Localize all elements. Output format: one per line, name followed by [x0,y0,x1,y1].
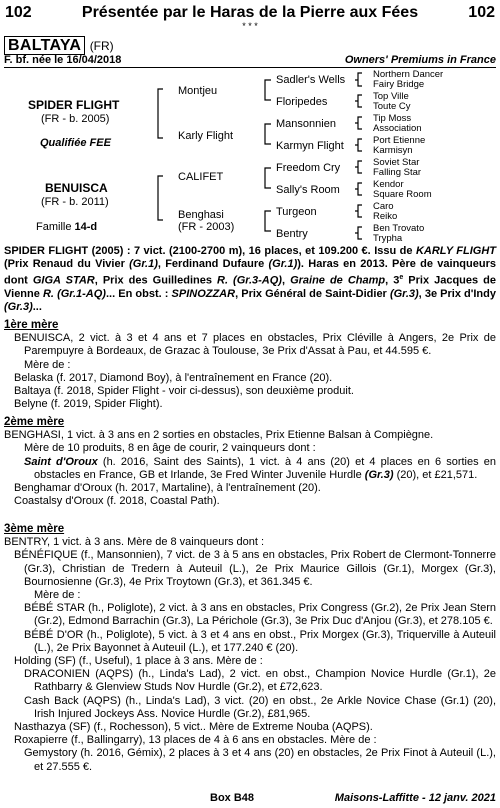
race-grade: (Gr.3) [364,468,394,481]
sire-text: , Ferdinand Dufaure [157,258,269,271]
lot-number-left: 102 [5,4,32,21]
box-number: Box B48 [210,792,255,804]
sire-text: , Prix des Guilledines [94,275,218,288]
horse-info-line [4,52,496,68]
second-dam-section [4,416,496,508]
race-grade: (Gr.3) [4,301,33,314]
gen3-item: Floripedes [276,96,328,108]
produce-entry: Holding (SF) (f., Useful), 1 place à 3 ans. Mère de : [14,655,263,668]
sire-text: SPIDER FLIGHT (2005) : 7 vict. (2100-2700 m), 16 places, et 109.200 €. Issu de [4,245,416,257]
progeny-name: SPINOZZAR [171,288,236,301]
section-heading: 3ème mère [4,523,65,535]
gen3-item: Sally's Room [276,184,340,196]
gen2-item: Karly Flight [178,130,234,142]
sire-text: , 3e Prix d'Indy [418,288,496,301]
family-code: 14-d [74,221,98,233]
sire-text: ... En obst. : [105,288,172,301]
section-heading: 1ère mère [4,319,59,331]
gen4-item: Port Etienne [373,135,426,146]
sire-qualification: Qualifiée FEE [40,137,111,149]
produce-entry [4,456,496,482]
gen4-item: Trypha [373,233,403,244]
owners-premiums: Owners' Premiums in France [344,54,496,66]
sire-text: Prix Jacques de Vienne [4,275,497,301]
produce-text: (20), et £21,571. [393,468,478,481]
gen4-item: Fairy Bridge [373,79,425,90]
consignor-title: Présentée par le Haras de la Pierre aux Fées [81,4,419,21]
gen2-item-info: (FR - 2003) [178,221,235,233]
race-grade: (Gr.1) [268,258,298,271]
pedigree-brackets [0,68,500,240]
produce-entry: Cash Back (AQPS) (h., Linda's Lad), 3 vict. (20) en obst., 2e Arkle Novice Chase (Gr.1) (20), Irish Injured Jockeys Ass. Novice Hurdle (Gr.2), £81,965. [24,694,496,720]
gen4-item: Toute Cy [373,101,411,112]
horse-name: BALTAYA [4,36,85,55]
produce-intro: Mère de : [24,358,71,371]
gen3-item: Bentry [276,228,308,240]
horse-description: F. bf. née le 16/04/2018 [4,54,122,66]
section-heading: 2ème mère [4,416,65,428]
produce-intro: Mère de 10 produits, 8 en âge de courir, 2 vainqueurs dont : [24,442,316,455]
progeny-name: GIGA STAR [32,275,95,288]
produce-entry: Belaska (f. 2017, Diamond Boy), à l'entraînement en France (20). [14,371,333,384]
gen4-item: Soviet Star [373,157,420,168]
gen4-item: Reiko [373,211,398,222]
race-grade: R. (Gr.1-AQ) [42,288,106,301]
produce-text: (h. 2016, Saint des Saints), 1 vict. à 4 ans (20) et 4 places en 6 sorties en obstacles en France, GB et Irlande, 3e Fred Winter Juvenile Hurdle [34,455,496,481]
sire-text: ). Haras en 2013. Père de vainqueurs dont [4,258,496,288]
produce-intro: Mère de : [34,589,81,602]
gen4-item: Association [373,123,422,134]
gen3-item: Karmyn Flight [276,140,344,152]
first-dam-section [4,319,496,411]
sire-name: SPIDER FLIGHT [28,98,120,112]
gen4-item: Tip Moss [373,113,412,124]
produce-entry: Benghamar d'Oroux (h. 2017, Martaline), à l'entraînement (20). [14,482,321,495]
gen3-item: Sadler's Wells [276,74,346,86]
gen2-item: Montjeu [178,85,218,97]
sire-text: , [281,275,291,288]
dam-family [36,221,97,233]
gen3-item: Freedom Cry [276,162,341,174]
header-stars: * * * [242,21,258,31]
ordinal-suffix: e [399,274,404,282]
sire-text: ... [32,301,42,314]
family-label: Famille [36,221,75,233]
produce-entry: Belyne (f. 2019, Spider Flight). [14,398,163,411]
gen3-item: Turgeon [276,206,317,218]
produce-entry: BÉBÉ STAR (h., Poliglote), 2 vict. à 3 ans en obstacles, Prix Congress (Gr.2), 2e Prix Jean Stern (Gr.2), Edmond Barrachin (Gr.3), La Périchole (Gr.3), 3e Prix Duc d'Anjou (Gr.3), et 278.105 €. [24,602,496,628]
lot-number-right: 102 [468,4,495,21]
produce-entry: Coastalsy d'Oroux (f. 2018, Coastal Path). [14,495,220,508]
dam-record: BENUISCA, 2 vict. à 3 et 4 ans et 7 places en obstacles, Prix Cléville à Angers, 2e Prix de Parempuyre à Bordeaux, de Grazac à Toulouse, 3e Prix d'Assat à Pau, et 44.595 €. [14,332,496,358]
gen4-item: Northern Dancer [373,69,444,80]
horse-country: (FR) [89,39,114,53]
race-grade: R. (Gr.3-AQ) [217,275,282,288]
sire-text: , Prix Général de Saint-Didier [235,288,390,301]
progeny-name: Graine de Champ [290,275,386,288]
race-grade: (Gr.1) [129,258,158,271]
sire-sire-name: KARLY FLIGHT [415,245,496,257]
gen4-item: Karmisyn [373,145,413,156]
sale-place-date: Maisons-Laffitte - 12 janv. 2021 [334,792,496,804]
dam-name: BENUISCA [45,181,108,195]
gen4-item: Square Room [373,189,432,200]
gen3-item: Mansonnien [276,118,336,130]
sire-text: (Prix Renaud du Vivier [4,258,130,271]
page-footer [0,792,500,806]
dam-record: BENGHASI, 1 vict. à 3 ans en 2 sorties en obstacles, Prix Etienne Balsan à Compiègne. [4,429,434,442]
produce-entry: Roxapierre (f., Ballingarry), 13 places de 4 à 6 ans en obstacles. Mère de : [14,734,377,747]
dam-record: BENTRY, 1 vict. à 3 ans. Mère de 8 vainqueurs dont : [4,536,265,549]
produce-entry: BÉNÉFIQUE (f., Mansonnien), 7 vict. de 3 à 5 ans en obstacles, Prix Robert de Clermont-Tonnerre (Gr.3), Christian de Tredern à Auteuil (L.), 2e Prix Maurice Gillois (Gr.1), Morgex (Gr.3), Bournosienne (Gr.3), 4e Prix Troytown (Gr.3), et 361.345 €. [14,549,496,588]
gen4-item: Ben Trovato [373,223,425,234]
produce-name: Saint d'Oroux [24,455,98,468]
gen4-item: Falling Star [373,167,422,178]
gen2-item: CALIFET [178,171,224,183]
dam-info: (FR - b. 2011) [41,196,109,208]
produce-entry: Baltaya (f. 2018, Spider Flight - voir ci-dessus), son deuxième produit. [14,385,354,398]
gen4-item: Caro [373,201,394,212]
produce-entry: BÉBÉ D'OR (h., Poliglote), 5 vict. à 3 et 4 ans en obst., Prix Morgex (Gr.3), Triquerville à Auteuil (L.), 2e Prix Bayonnet à Auteuil (L.), et 177.240 € (20). [24,628,496,654]
sire-info: (FR - b. 2005) [41,113,110,125]
sire-text: , 3 [385,275,400,288]
produce-entry: Nasthazya (SF) (f., Rochesson), 5 vict.. Mère de Extreme Nouba (AQPS). [14,721,373,734]
produce-entry: DRACONIEN (AQPS) (h., Linda's Lad), 2 vict. en obst., Champion Novice Hurdle (Gr.1), 2e Rathbarry & Glenview Studs Nov Hurdle (Gr.2), et £72,623. [24,668,496,694]
sire-paragraph [4,245,496,315]
produce-entry: Gemystory (h. 2016, Gémix), 2 places à 3 et 4 ans (20) en obstacles, 2e Prix Finot à Auteuil (L.), et 27.555 €. [24,747,496,773]
pedigree-table [0,68,500,244]
gen2-item: Benghasi [178,209,224,221]
third-dam-section [4,523,496,774]
gen4-item: Kendor [373,179,404,190]
gen4-item: Top Ville [373,91,409,102]
race-grade: (Gr.3) [389,288,419,301]
